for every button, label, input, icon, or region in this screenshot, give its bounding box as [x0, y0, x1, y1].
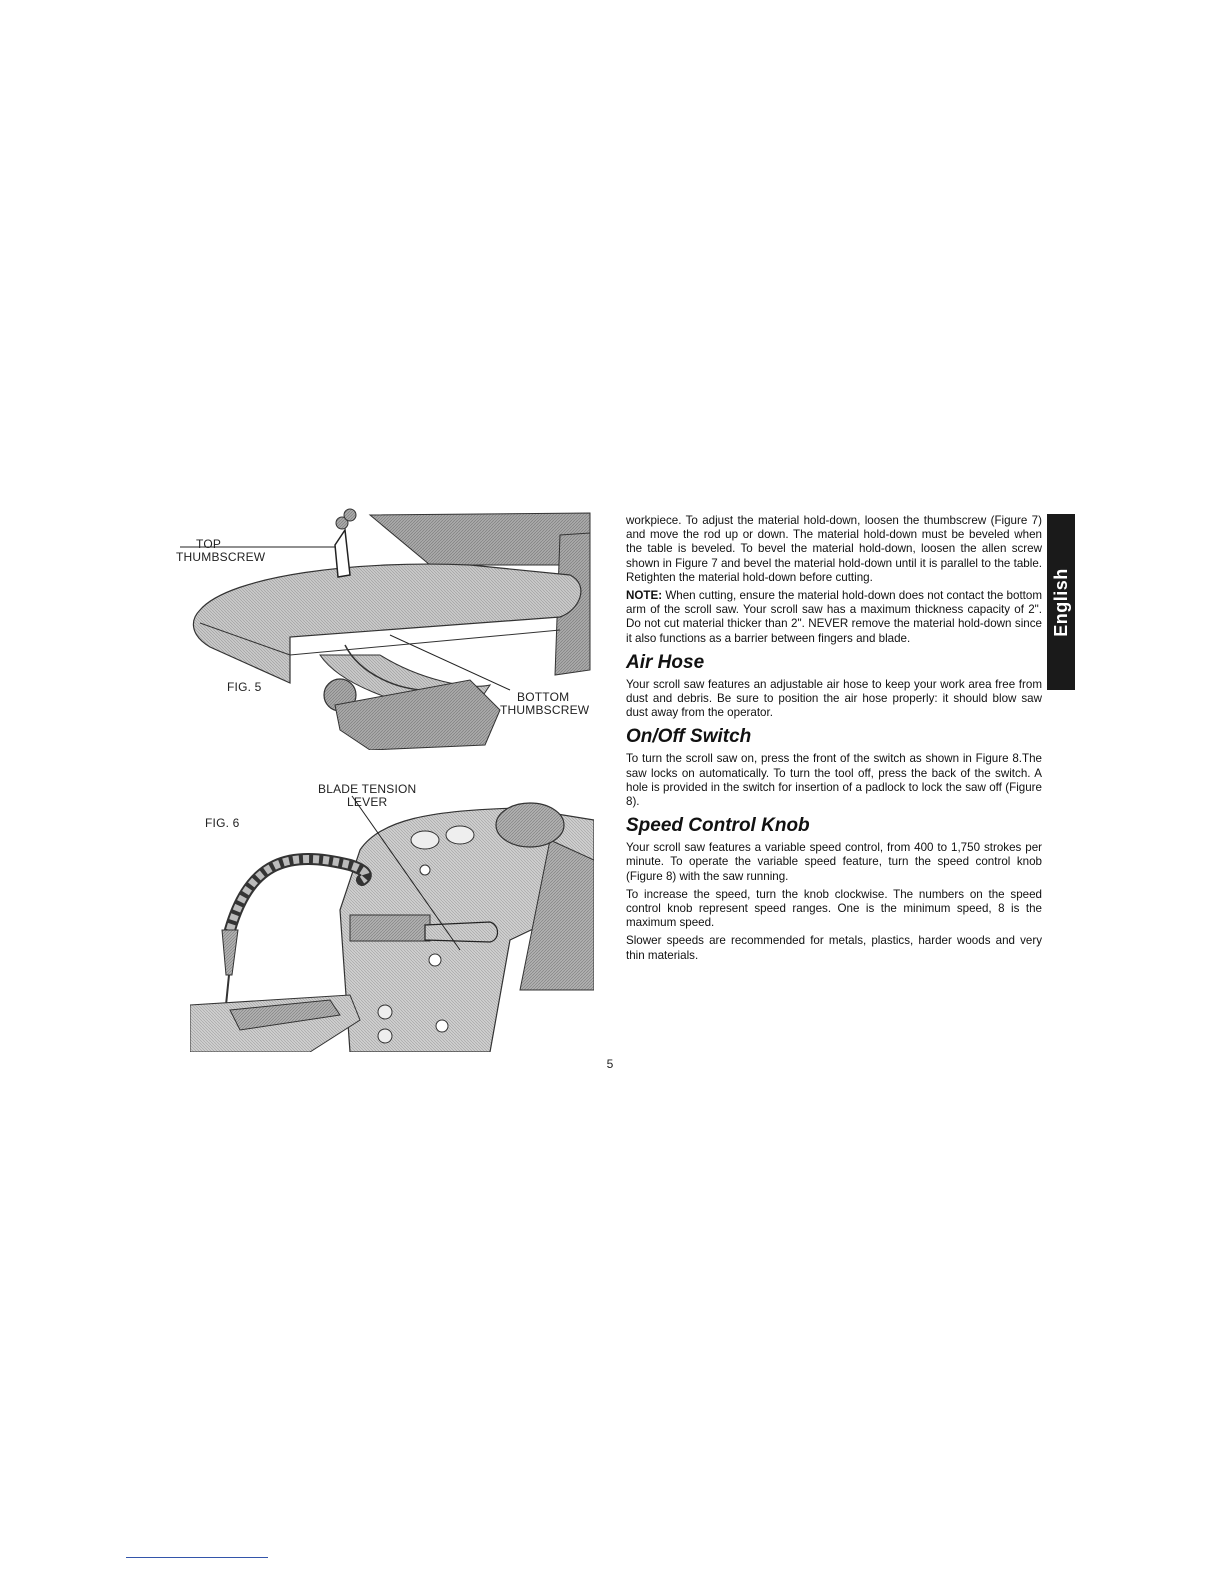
callout-bottom-line1: BOTTOM	[517, 690, 570, 704]
callout-line2: LEVER	[347, 795, 388, 809]
speed-control-paragraph-2: To increase the speed, turn the knob clockwise. The numbers on the speed control knob represent speed ranges. One is the minimum speed, 8 is the maximum speed.	[626, 887, 1042, 930]
fig5-caption: FIG. 5	[227, 680, 262, 694]
callout-bottom-line2: THUMBSCREW	[500, 703, 590, 717]
language-tab	[1047, 514, 1075, 690]
air-hose-paragraph: Your scroll saw features an adjustable air hose to keep your work area free from dust and debris. Be sure to position the air hose properly: it should blow saw dust away from the operator.	[626, 677, 1042, 720]
fig6-caption: FIG. 6	[205, 816, 240, 830]
text-column	[626, 514, 1042, 967]
language-tab-label: English	[1050, 567, 1071, 637]
fig5-callout-top	[176, 537, 266, 564]
callout-line1: BLADE TENSION	[318, 782, 417, 796]
speed-control-heading: Speed Control Knob	[626, 815, 810, 837]
note-text: When cutting, ensure the material hold-down does not contact the bottom arm of the scroll saw. Your scroll saw has a maximum thickness capacity of 2". Do not cut material thicker than 2". NEVER remove the material hold-down since it also functions as a barrier between fingers and blade.	[626, 589, 1042, 645]
callout-top-line2: THUMBSCREW	[176, 550, 266, 564]
on-off-switch-paragraph: To turn the scroll saw on, press the front of the switch as shown in Figure 8.The saw locks on automatically. To turn the tool off, press the back of the switch. A hole is provided in the switch for insertion of a padlock to lock the saw off (Figure 8).	[626, 752, 1042, 809]
note-paragraph	[626, 589, 1042, 646]
speed-control-paragraph-3: Slower speeds are recommended for metals, plastics, harder woods and very thin materials.	[626, 934, 1042, 962]
fig6-illustration	[190, 790, 594, 1052]
intro-paragraph: workpiece. To adjust the material hold-down, loosen the thumbscrew (Figure 7) and move the rod up or down. The material hold-down must be beveled when the table is beveled. To bevel the material hold-down, loosen the allen screw shown in Figure 7 and bevel the material hold-down until it is parallel to the table. Retighten the material hold-down before cutting.	[626, 514, 1042, 584]
bottom-rule	[126, 1557, 268, 1558]
on-off-switch-heading: On/Off Switch	[626, 726, 752, 748]
fig6-callout	[318, 783, 416, 809]
fig5-callout-bottom	[500, 691, 589, 717]
speed-control-paragraph-1: Your scroll saw features a variable speed control, from 400 to 1,750 strokes per minute. To operate the variable speed feature, turn the speed control knob (Figure 8) with the saw running.	[626, 841, 1042, 883]
note-label: NOTE:	[626, 589, 663, 603]
page-number: 5	[606, 1057, 614, 1071]
air-hose-heading: Air Hose	[626, 651, 705, 673]
callout-top-line1: TOP	[196, 537, 222, 551]
